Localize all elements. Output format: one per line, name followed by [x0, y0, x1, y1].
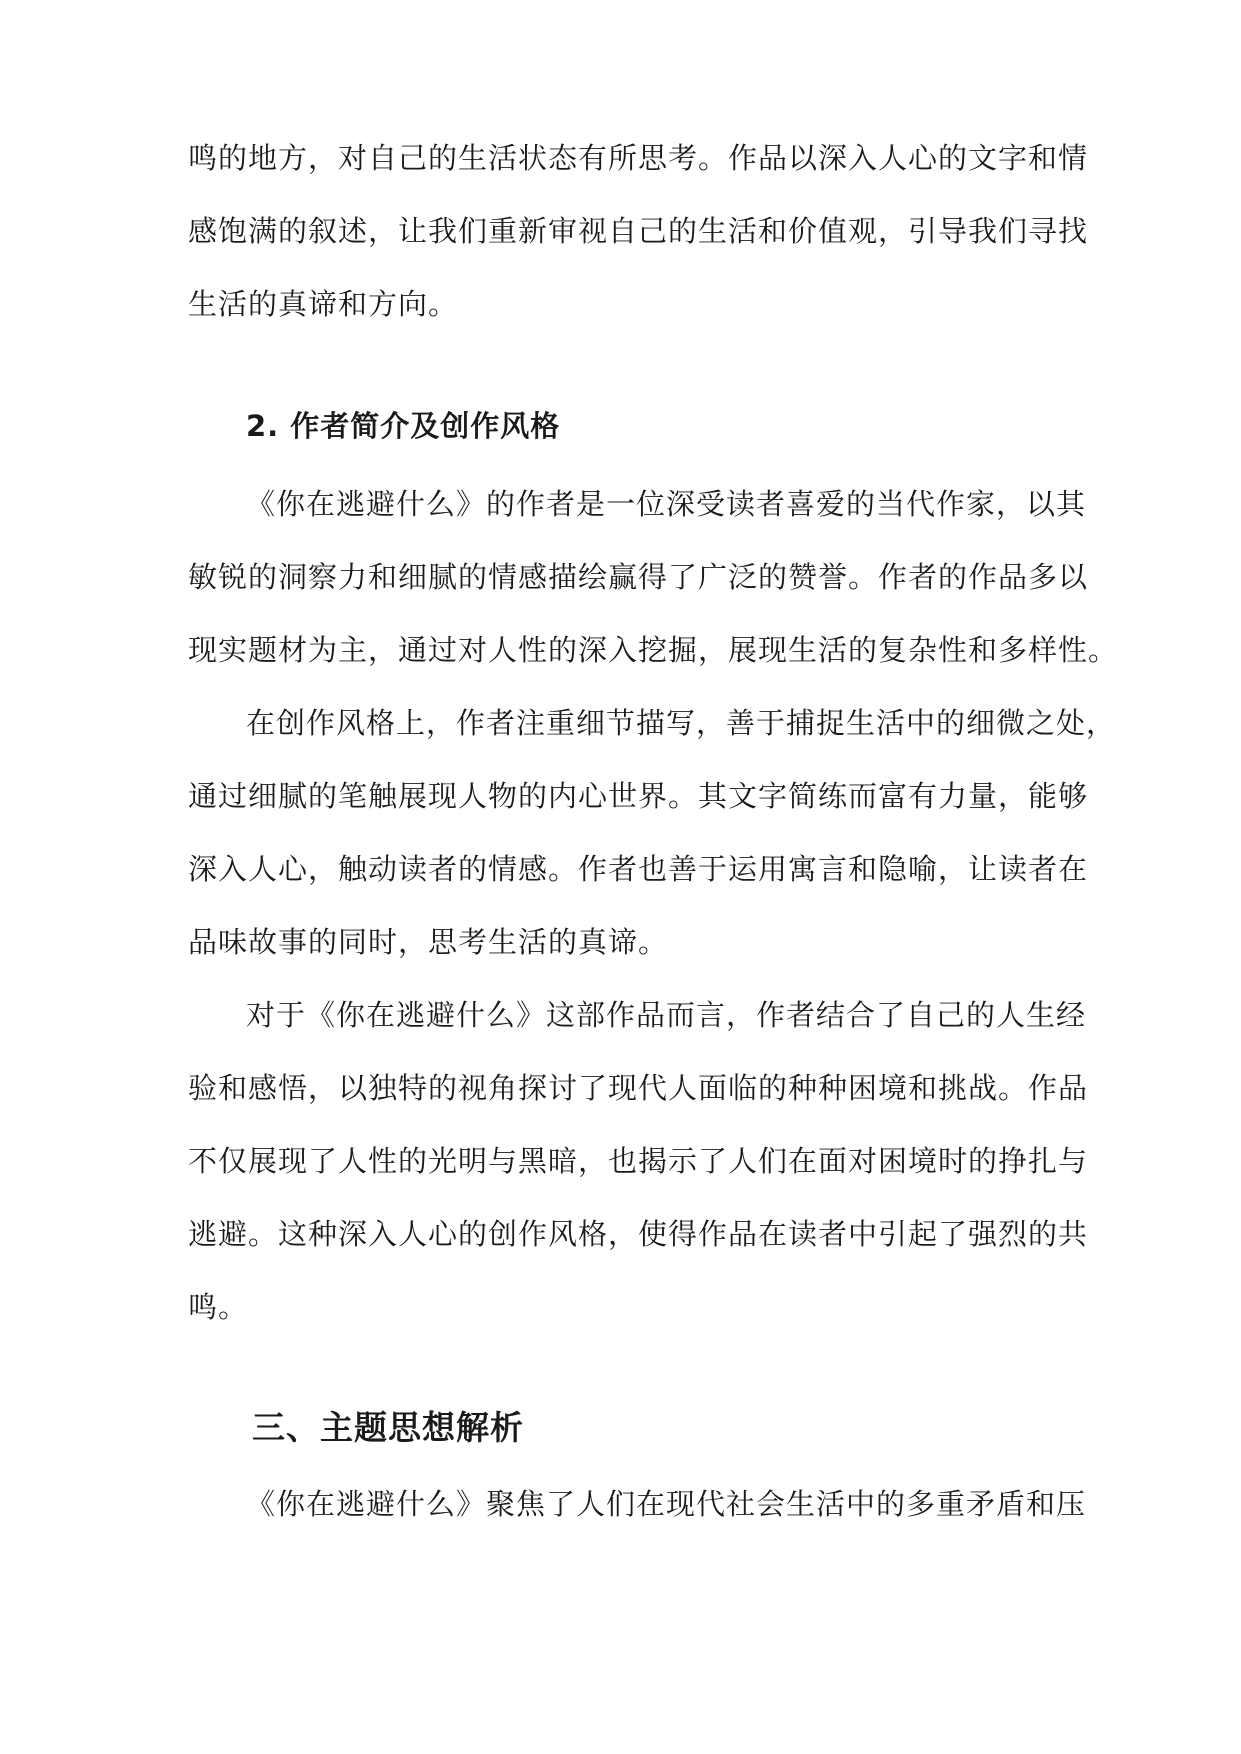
paragraph-line: 《你在逃避什么》聚焦了人们在现代社会生活中的多重矛盾和压: [246, 1487, 1087, 1521]
paragraph-line: 感饱满的叙述，让我们重新审视自己的生活和价值观，引导我们寻找: [188, 214, 1089, 248]
paragraph-line: 不仅展现了人性的光明与黑暗，也揭示了人们在面对困境时的挣扎与: [188, 1144, 1089, 1178]
paragraph-line: 现实题材为主，通过对人性的深入挖掘，展现生活的复杂性和多样性。: [188, 633, 1119, 667]
paragraph-line: 通过细腻的笔触展现人物的内心世界。其文字简练而富有力量，能够: [188, 779, 1089, 813]
paragraph-line: 鸣的地方，对自己的生活状态有所思考。作品以深入人心的文字和情: [188, 141, 1089, 175]
paragraph-line: 敏锐的洞察力和细腻的情感描绘赢得了广泛的赞誉。作者的作品多以: [188, 560, 1089, 594]
paragraph-line: 品味故事的同时，思考生活的真谛。: [188, 925, 669, 959]
paragraph-line: 验和感悟，以独特的视角探讨了现代人面临的种种困境和挑战。作品: [188, 1071, 1089, 1105]
paragraph-line: 深入人心，触动读者的情感。作者也善于运用寓言和隐喻，让读者在: [188, 852, 1089, 886]
section-heading-theme: 三、主题思想解析: [252, 1408, 524, 1447]
paragraph-line: 生活的真谛和方向。: [188, 287, 459, 321]
paragraph-line: 在创作风格上，作者注重细节描写，善于捕捉生活中的细微之处，: [246, 706, 1117, 740]
paragraph-line: 逃避。这种深入人心的创作风格，使得作品在读者中引起了强烈的共: [188, 1217, 1089, 1251]
paragraph-line: 《你在逃避什么》的作者是一位深受读者喜爱的当代作家，以其: [246, 487, 1087, 521]
section-heading-author: 2. 作者简介及创作风格: [246, 409, 561, 443]
paragraph-line: 鸣。: [188, 1290, 249, 1324]
paragraph-line: 对于《你在逃避什么》这部作品而言，作者结合了自己的人生经: [246, 998, 1087, 1032]
